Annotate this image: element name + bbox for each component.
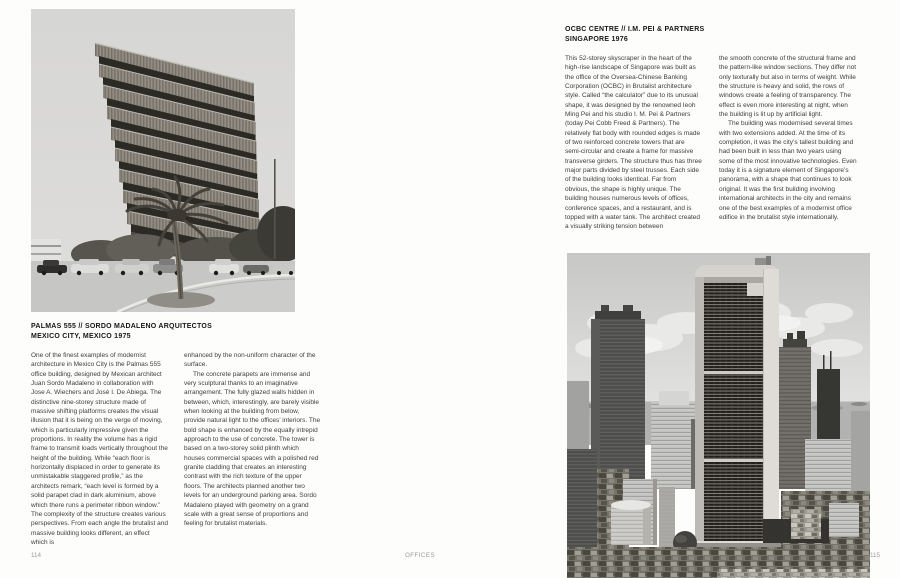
ocbc-paragraph: the smooth concrete of the structural frame and the pattern-like window sections. They differ not only texturally but also in terms of weight. While the structure is heavy and solid, the rows of windows create a feeling of transparency. The effect is even more interesting at night, when the building is lit up by artificial light.	[719, 55, 857, 119]
palmas-paragraph: One of the finest examples of modernist architecture in Mexico City is the Palmas 555 office building, designed by Mexican architect Juan Sordo Madaleno in collaboration with Jose A. Wiechers and José I. De Abiega. The distinctive nine-storey structure made of massive shifting platforms creates the visual illusion that it is being on the verge of moving, which is particularly impressive given the proportions. In reality the volume has a rigid frame to transmit loads vertically throughout the height of the building. While “each floor is horizontally displaced in order to generate its unmistakable staggered profile,” as the architects remark, “each level is formed by a solid parapet clad in dark aluminium, above which there runs a perimeter ribbon window.” The complexity of the structure creates various perspectives. From each angle the brutalist and massive building looks different, an effect which is	[31, 352, 168, 546]
ocbc-title-line2: SINGAPORE 1976	[565, 36, 629, 43]
ocbc-article-title	[565, 25, 704, 45]
ocbc-tower	[693, 256, 781, 560]
ocbc-paragraph: The building was modernised several times with two extensions added. At the time of its completion, it was the city’s tallest building and had been built in less than two years using some of the most innovative technologies. Even today it is a signature element of Singapore’s panorama, with a shape that continues to look original. It was the first building involving international architects in the city and remains one of the best examples of a modernist office edifice in the brutalist style internationally.	[719, 120, 857, 221]
ocbc-column-2	[719, 54, 858, 222]
palmas-column-2	[184, 351, 321, 529]
section-label: OFFICES	[404, 552, 436, 559]
ocbc-centre-photo	[567, 253, 870, 578]
ocbc-title-line1: OCBC CENTRE // I.M. PEI & PARTNERS	[565, 26, 705, 33]
palmas-555-photo	[31, 9, 295, 312]
ocbc-column-1	[565, 54, 702, 232]
palmas-paragraph: enhanced by the non-uniform character of the surface.	[184, 352, 316, 369]
ocbc-paragraph: This 52-storey skyscraper in the heart of the high-rise landscape of Singapore was built as the office of the Oversea-Chinese Banking Corporation (OCBC) in Brutalist architecture style. Called “the calculator” due to its unusual shape, it was designed by the renowned Ieoh Ming Pei and his studio I. M. Pei & Partners (today Pei Cobb Freed & Partners). The relatively flat body with rounded edges is made of two reinforced concrete towers that are semi-circular and create a frame for massive transverse girders. The structure thus has three major parts divided by steel trusses. Each side of the building looks identical. Far from obvious, the shape is highly unique. The building houses numerous levels of offices, conference spaces, and a restaurant, and is topped with a water tank. The architect created a visually striking tension between	[565, 55, 702, 231]
palmas-title-line2: MEXICO CITY, MEXICO 1975	[31, 333, 131, 340]
page-number-left: 114	[31, 552, 42, 559]
palmas-paragraph: The concrete parapets are immense and very sculptural thanks to an imaginative arrangement. The fully glazed walls hidden in between, which, interestingly, are barely visible when looking at the building from below, provide natural light to the offices’ interiors. The bold shape is enhanced by the equally intrepid approach to the use of concrete. The tower is based on a two-storey solid plinth which houses commercial spaces with a polished red granite cladding that creates an interesting contrast with the rich texture of the upper floors. The architects planned another two levels for an underground parking area. Sordo Madaleno played with geometry on a grand scale with a great sense of proportions and feeling for brutalist materials.	[184, 370, 321, 528]
palmas-title-line1: PALMAS 555 // SORDO MADALENO ARQUITECTOS	[31, 323, 212, 330]
palmas-column-1	[31, 351, 168, 547]
page-number-right: 115	[870, 552, 881, 559]
palmas-article-title	[31, 322, 212, 342]
